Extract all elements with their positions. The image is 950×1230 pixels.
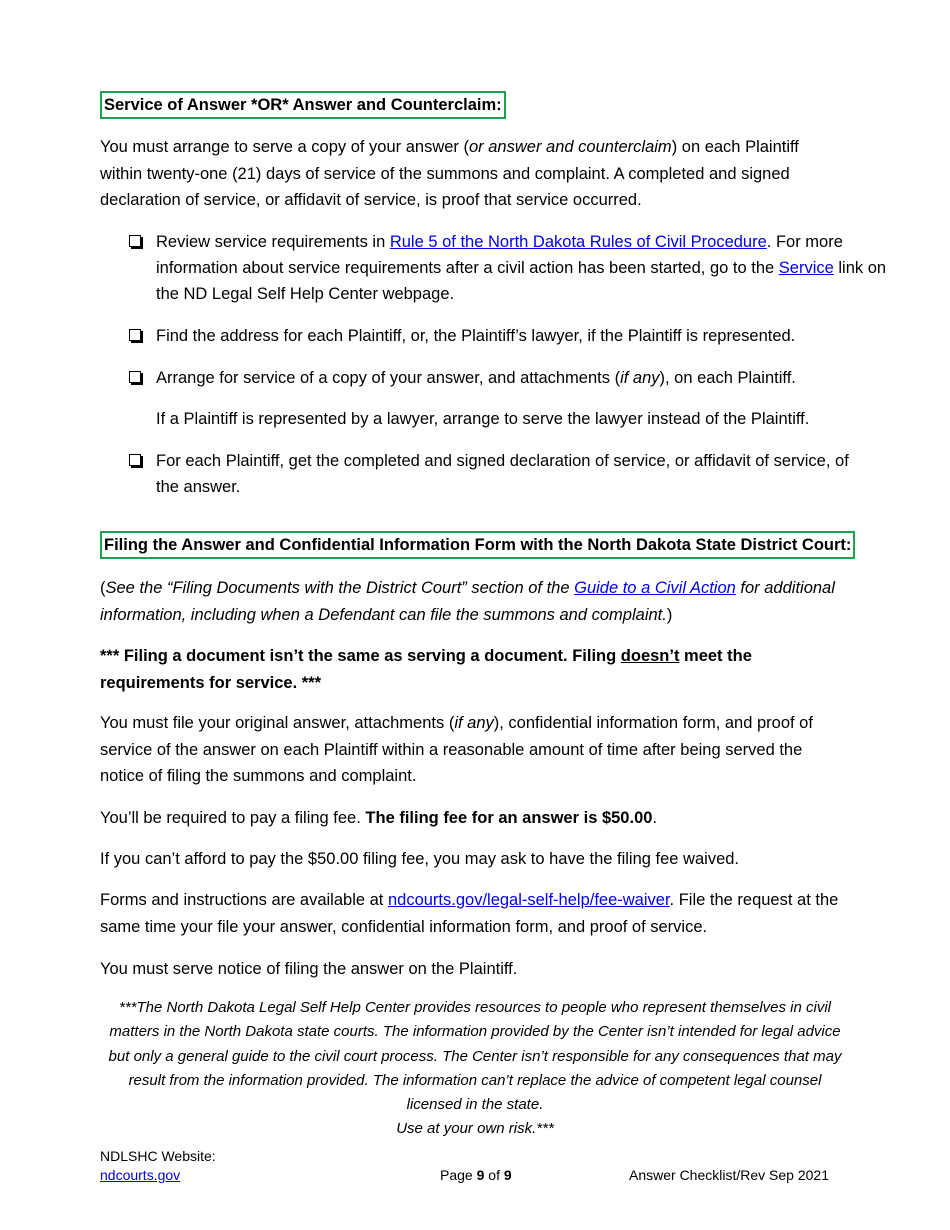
forms-text-b: . File the request at the same time your file your answer, confidential information form, and proof of service. — [100, 891, 839, 936]
warning-text-a: *** Filing a document isn’t the same as serving a document. Filing — [100, 647, 621, 665]
page-current: 9 — [476, 1167, 485, 1183]
website-label: NDLSHC Website: — [100, 1148, 216, 1164]
checkbox-icon[interactable] — [129, 235, 141, 247]
fee-waiver-link[interactable]: ndcourts.gov/legal-self-help/fee-waiver — [387, 891, 670, 909]
fee-amount-bold: The filing fee for an answer is $50.00 — [365, 809, 653, 827]
fee-waiver-line: If you can’t afford to pay the $50.00 filing fee, you may ask to have the filing fee waived. — [100, 850, 740, 868]
guide-civil-action-link[interactable]: Guide to a Civil Action — [574, 579, 736, 597]
section-heading-filing: Filing the Answer and Confidential Information Form with the North Dakota State District Court: — [100, 531, 855, 559]
file-text-a: You must file your original answer, attachments ( — [100, 714, 455, 732]
checklist-item-declaration — [100, 448, 876, 500]
serve-notice-line: You must serve notice of filing the answer on the Plaintiff. — [100, 960, 518, 978]
forms-line — [100, 887, 850, 940]
item-review-text-c: link on the ND Legal Self Help Center webpage. — [156, 259, 887, 303]
document-id: Answer Checklist/Rev Sep 2021 — [629, 1167, 829, 1183]
guide-note-text-b: for additional information, including when a Defendant can file the summons and complaint. — [100, 579, 835, 624]
lawyer-note: If a Plaintiff is represented by a lawyer, arrange to serve the lawyer instead of the Plaintiff. — [156, 410, 810, 428]
guide-note-close: ) — [666, 605, 673, 624]
page-word: Page — [440, 1167, 477, 1183]
guide-note — [100, 575, 850, 628]
forms-text-a: Forms and instructions are available at — [100, 891, 388, 909]
page-number — [440, 1166, 512, 1185]
item-arrange-text-a: Arrange for service of a copy of your answer, and attachments ( — [156, 369, 621, 387]
item-declaration-text: For each Plaintiff, get the completed and signed declaration of service, or affidavit of service, of the answer. — [156, 452, 849, 496]
disclaimer-text: ***The North Dakota Legal Self Help Center provides resources to people who represent themselves in civil matters in the North Dakota state courts. The information provided by the Center isn’t intended for legal advice but only a general guide to the civil court process. The Center isn’t responsible for any consequences that may result from the information provided. The information can’t replace the advice of competent legal counsel licensed in the state. — [108, 999, 842, 1114]
checkbox-icon[interactable] — [129, 454, 141, 466]
file-instructions — [100, 710, 845, 790]
warning-underline: doesn’t — [620, 647, 680, 665]
guide-note-open: ( — [100, 579, 106, 597]
warning-text-b: meet the requirements for service. *** — [100, 647, 752, 692]
checklist-item-address — [100, 323, 906, 349]
filing-warning — [100, 643, 790, 696]
disclaimer-risk: Use at your own risk.*** — [396, 1120, 554, 1138]
item-arrange-italic: if any — [620, 369, 660, 387]
section-heading-service: Service of Answer *OR* Answer and Counterclaim: — [100, 91, 506, 119]
item-review-text-a: Review service requirements in — [156, 233, 390, 251]
checklist-item-arrange — [100, 365, 906, 391]
service-intro-text-c: ) on each Plaintiff within twenty-one (21) days of service of the summons and complaint. A completed and signed declaration of service, or affidavit of service, is proof that service occurred. — [100, 138, 799, 209]
guide-note-text-a: See the “Filing Documents with the District Court” section of the — [105, 579, 575, 597]
ndcourts-link[interactable]: ndcourts.gov — [100, 1167, 181, 1183]
service-intro-text-a: You must arrange to serve a copy of your answer ( — [100, 138, 469, 156]
fee-line — [100, 805, 850, 832]
fee-text: You’ll be required to pay a filing fee. — [100, 809, 366, 827]
fee-end: . — [652, 809, 658, 827]
checkbox-icon[interactable] — [129, 371, 141, 383]
service-intro-italic: or answer and counterclaim — [469, 138, 672, 156]
disclaimer — [100, 996, 850, 1142]
item-address-text: Find the address for each Plaintiff, or, the Plaintiff’s lawyer, if the Plaintiff is represented. — [156, 327, 796, 345]
file-text-c: ), confidential information form, and proof of service of the answer on each Plaintiff within a reasonable amount of time after being served the notice of filing the summons and complaint. — [100, 714, 813, 785]
page-of: of — [484, 1167, 504, 1183]
service-intro — [100, 134, 840, 214]
page-total: 9 — [503, 1167, 512, 1183]
checklist-item-review — [100, 229, 906, 307]
service-link[interactable]: Service — [778, 259, 834, 277]
checkbox-icon[interactable] — [129, 329, 141, 341]
item-arrange-text-c: ), on each Plaintiff. — [659, 369, 796, 387]
item-review-text-b: . For more information about service requirements after a civil action has been started, go to the — [156, 233, 843, 277]
rule5-link[interactable]: Rule 5 of the North Dakota Rules of Civil Procedure — [389, 233, 767, 251]
file-italic: if any — [454, 714, 494, 732]
